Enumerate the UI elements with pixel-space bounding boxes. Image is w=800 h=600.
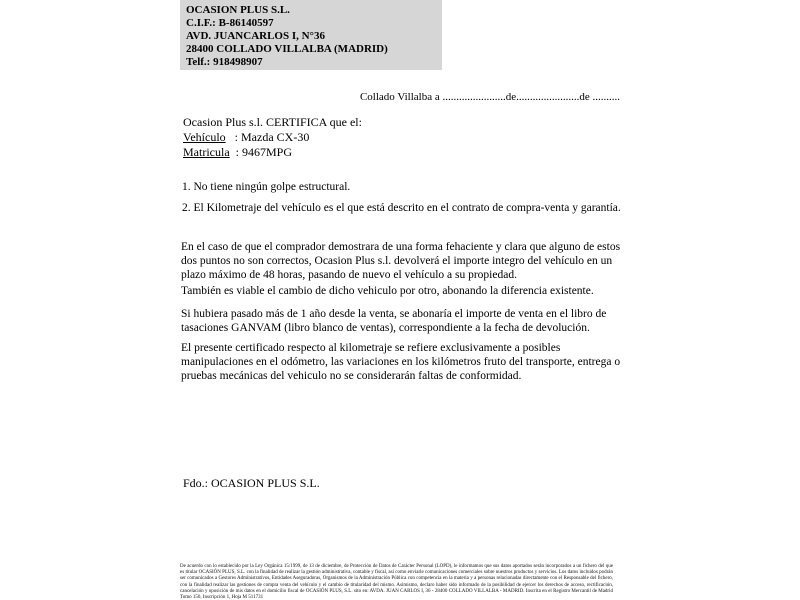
- point-1: 1. No tiene ningún golpe estructural.: [182, 181, 351, 193]
- vehicle-label: Vehículo: [183, 130, 226, 144]
- address-line-2: 28400 COLLADO VILLALBA (MADRID): [186, 43, 388, 55]
- date-line: Collado Villalba a .......................de.......................de ..........: [359, 91, 620, 103]
- certify-intro: Ocasion Plus s.l. CERTIFICA que el:: [183, 115, 362, 129]
- point-2: 2. El Kilometraje del vehículo es el que está descrito en el contrato de compra-venta y garantía.: [182, 202, 621, 214]
- plate-value: 9467MPG: [242, 145, 293, 159]
- letterhead-box: [180, 0, 442, 70]
- company-name: OCASION PLUS S.L.: [186, 4, 290, 16]
- vehicle-row: [183, 130, 362, 145]
- phone-line: Telf.: 918498907: [186, 56, 263, 68]
- paragraph-odometer: El presente certificado respecto al kilometraje se refiere exclusivamente a posibles manipulaciones en el odómetro, las variaciones en los kilómetros fruto del transporte, entrega o pruebas mecánicas del vehiculo no se considerarán faltas de conformidad.: [181, 342, 621, 382]
- plate-row: [183, 145, 362, 160]
- certify-block: [183, 115, 362, 160]
- cif-line: C.I.F.: B-86140597: [186, 17, 274, 29]
- plate-separator: :: [229, 145, 242, 159]
- paragraph-ganvam: Si hubiera pasado más de 1 año desde la venta, se abonaría el importe de venta en el libro de tasaciones GANVAM (libro blanco de ventas), correspondiente a la fecha de devolución.: [181, 308, 607, 334]
- body-paragraphs: [181, 240, 624, 383]
- points-list: [182, 177, 621, 219]
- signature-line: Fdo.: OCASION PLUS S.L.: [183, 476, 320, 490]
- paragraph-exchange: También es viable el cambio de dicho vehiculo por otro, abonando la diferencia existente.: [181, 285, 594, 297]
- vehicle-value: Mazda CX-30: [241, 130, 310, 144]
- address-line-1: AVD. JUANCARLOS I, N°36: [186, 30, 325, 42]
- paragraph-refund: En el caso de que el comprador demostrara de una forma fehaciente y clara que alguno de estos dos puntos no son correctos, Ocasion Plus s.l. devolverá el importe integro del vehículo en un plazo máximo de 48 horas, pasando de nuevo el vehículo a su propiedad.: [181, 241, 621, 281]
- plate-label: Matricula: [183, 145, 230, 159]
- vehicle-separator: :: [225, 130, 241, 144]
- legal-fine-print: De acuerdo con lo establecido por la Ley Orgánica 15/1999, de 13 de diciembre, de Protección de Datos de Carácter Personal (LOPD), le informamos que sus datos aportados serán incorporados a un fichero del que es titular OCASIÓN PLUS, S.L. con la finalidad de realizar la gestión administrativa, contable y fiscal, así como enviarle comunicaciones comerciales sobre nuestros productos y servicios. Los datos incluidos podrán ser comunicados a Gestores Administrativos, Entidades Aseguradoras, Organismos de la Administración Pública con competencia en la materia y a personas relacionadas directamente con el Responsable del fichero, con la finalidad realizar las gestiones de compra venta del vehículo y el cambio de titularidad del mismo. Asimismo, declaro haber sido informado de la posibilidad de ejercer los derechos de acceso, rectificación, cancelación y oposición de mis datos en el domicilio fiscal de OCASIÓN PLUS, S.L. sito en: AVDA. JUAN CARLOS I, 36 - 28400 COLLADO VILLALBA - MADRID. Inscrita en el Registro Mercantil de Madrid Tomo 150, Inscripción 1, Hoja M 511731: [180, 564, 613, 600]
